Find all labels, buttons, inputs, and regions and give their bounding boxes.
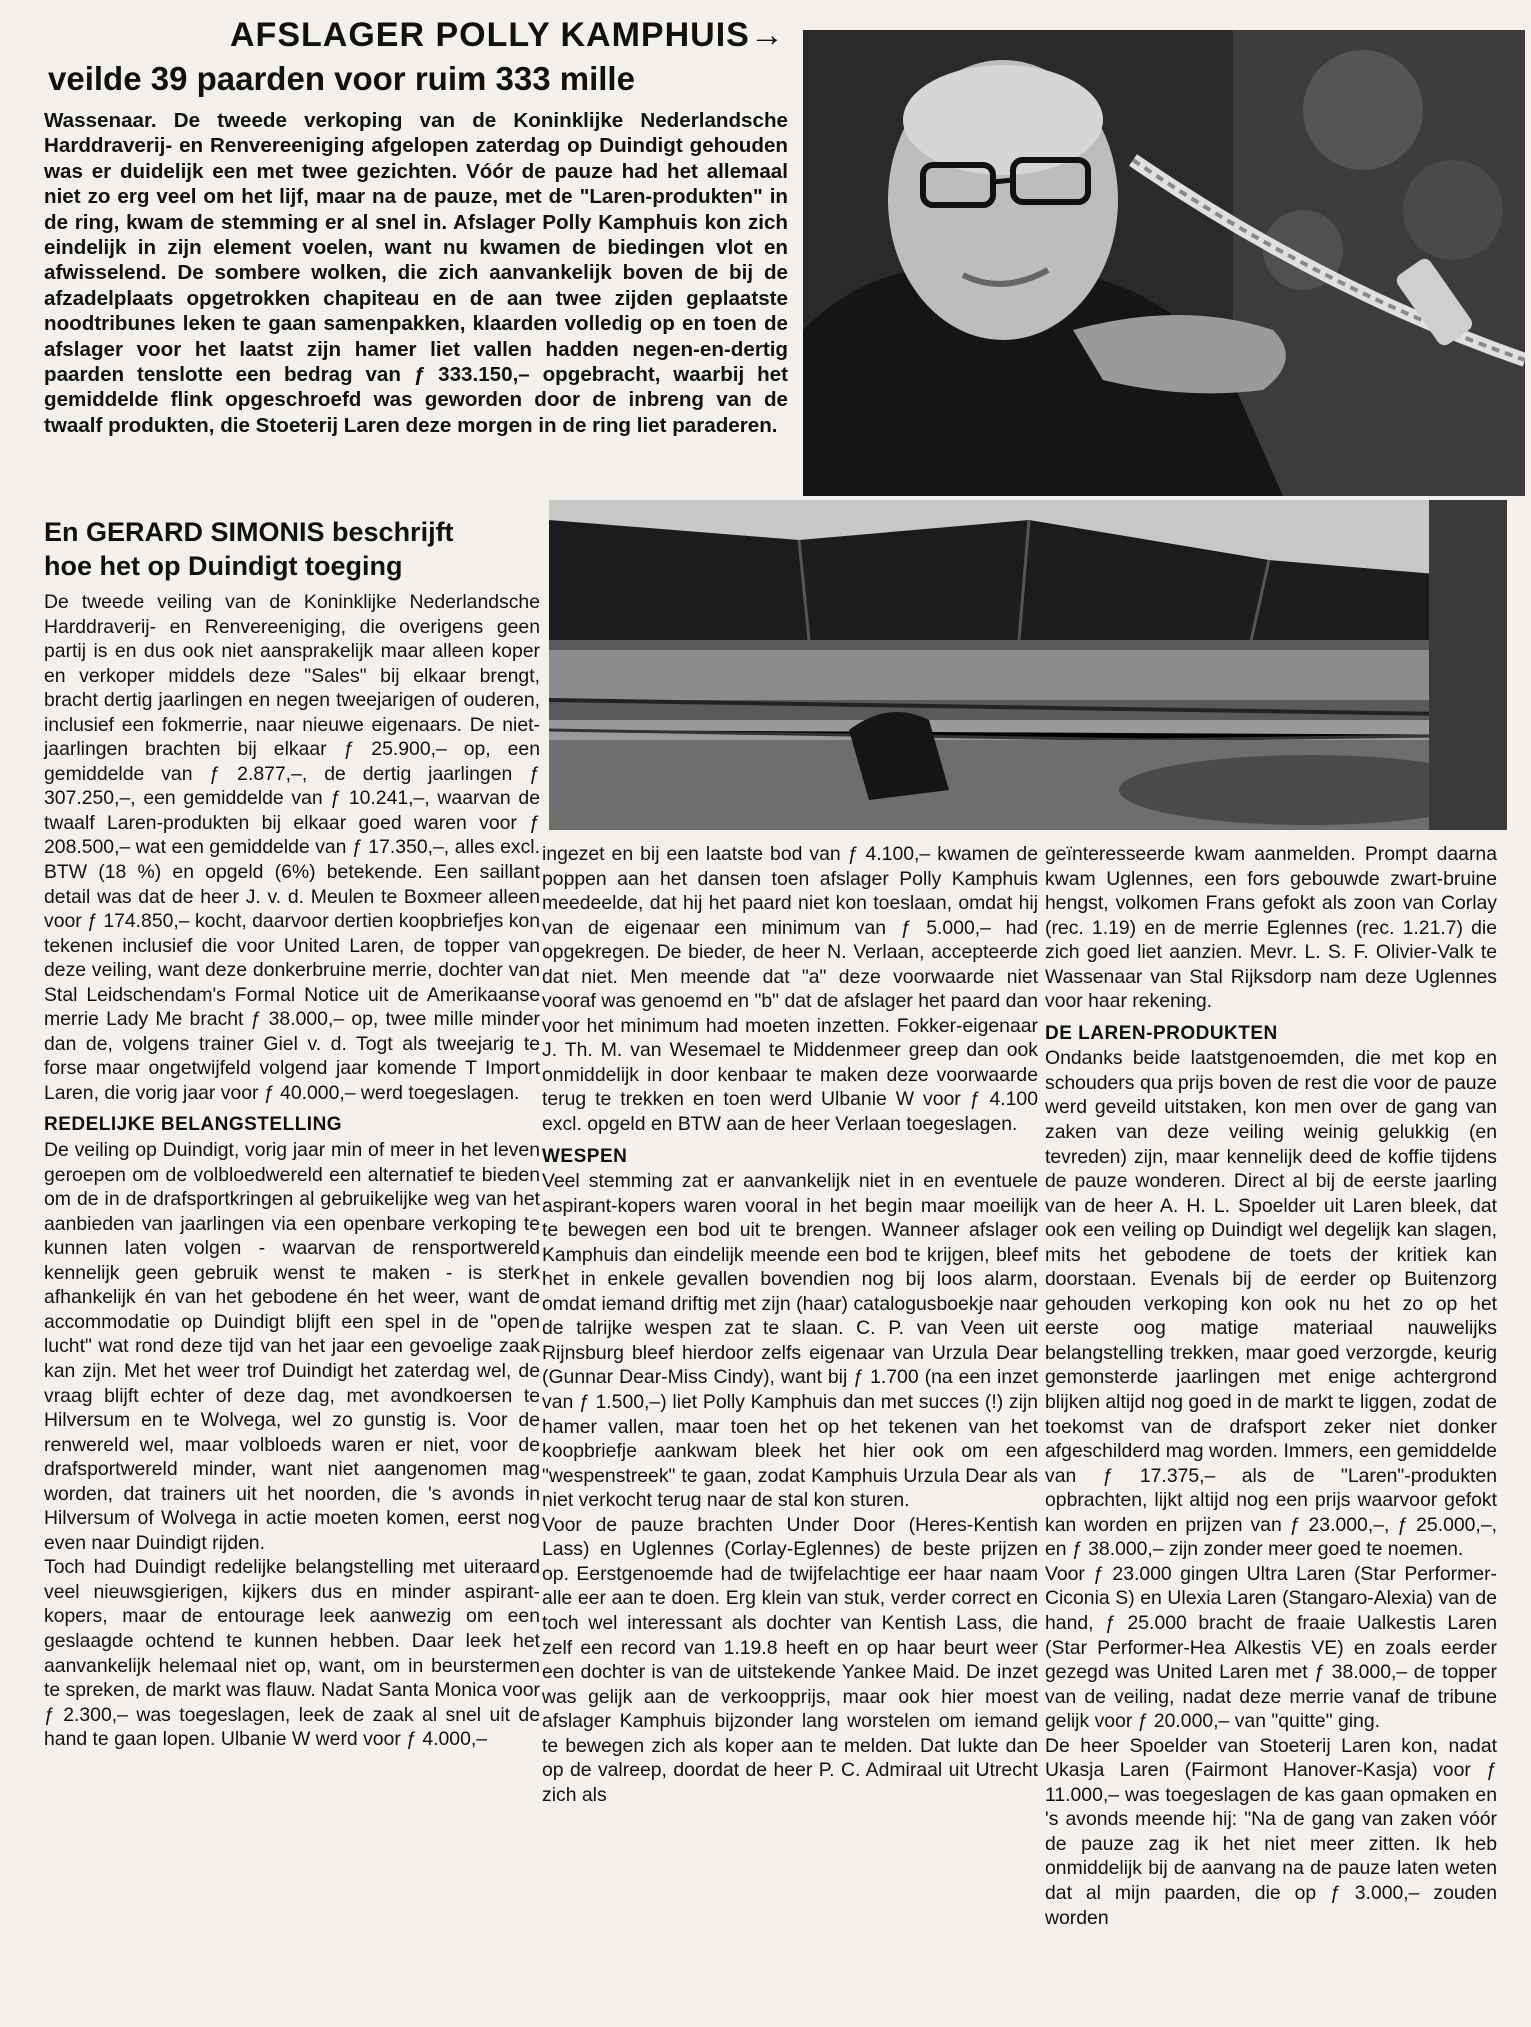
section-heading: REDELIJKE BELANGSTELLING: [44, 1114, 343, 1136]
lead-paragraph: Wassenaar. De tweede verkoping van de Koninklijke Nederlandsche Harddraverij- en Renvereeniging afgelopen zaterdag op Duindigt gehouden was er duidelijk een met twee gezichten. Vóór de pauze had het allemaal niet zo erg veel om het lijf, maar na de pauze, met de "Laren-produkten" in de ring, kwam de stemming er al snel in. Afslager Polly Kamphuis kon zich eindelijk in zijn element voelen, want nu kwamen de biedingen vlot en afwisselend. De sombere wolken, die zich aanvankelijk boven de bij de afzadelplaats opgetrokken chapiteau en de aan twee zijden geplaatste noodtribunes leken te gaan samenpakken, klaarden volledig op en toen de afslager voor het laatst zijn hamer liet vallen hadden negen-en-dertig paarden tenslotte een bedrag van ƒ 333.150,– opgebracht, waarbij het gemiddelde flink opgeschroefd was geworden door de inbreng van de twaalf produkten, die Stoeterij Laren deze morgen in de ring liet paraderen.: [44, 109, 788, 437]
column-2: [542, 842, 1038, 1807]
article-paragraph: Ondanks beide laatstgenoemden, die met kop en schouders qua prijs boven de rest die voor de pauze werd geveild uitstaken, kon men over de gang van zaken van deze veiling weinig gelukkig (en tevreden) zijn, maar kennelijk deed de koffie tijdens de pauze wonderen. Direct al bij de eerste jaarling van de heer A. H. L. Spoelder uit Laren bleek, dat ook een veiling op Duindigt wel degelijk kan slagen, mits het gebodene de toets der kritiek kan doorstaan. Evenals bij de eerder op Buitenzorg gehouden verkoping kon ook nu het zo op het eerste oog matige materiaal nauwelijks belangstelling trekken, maar goed verzorgde, keurig gemonsterde jaarlingen met enige achtergrond blijken altijd nog goed in de markt te liggen, zodat de toekomst van de drafsport zeker niet donker afgeschilderd mag worden. Immers, een gemiddelde van ƒ 17.375,– als de "Laren"-produkten opbrachten, lijkt altijd nog een prijs waarvoor gefokt kan worden en prijzen van ƒ 23.000,–, ƒ 25.000,–, en ƒ 38.000,– zijn zonder meer goed te noemen.: [1045, 1047, 1497, 1561]
section-heading: DE LAREN-PRODUKTEN: [1045, 1022, 1278, 1044]
headline: AFSLAGER POLLY KAMPHUIS→: [230, 16, 785, 54]
auctioneer-photo: [803, 30, 1525, 496]
article-paragraph: Veel stemming zat er aanvankelijk niet in en eventuele aspirant-kopers waren vooral in het begin maar moeilijk te bewegen een bod uit te brengen. Wanneer afslager Kamphuis dan eindelijk meende een bod te krijgen, bleef het in enkele gevallen bovendien nog bij loos alarm, omdat iemand driftig met zijn (haar) catalogusboekje naar de talrijke wespen zat te slaan. C. P. van Veen uit Rijnsburg bleef hierdoor zelfs eigenaar van Urzula Dear (Gunnar Dear-Miss Cindy), want bij ƒ 1.700 (na een inzet van ƒ 1.500,–) liet Polly Kamphuis dan met succes (!) zijn hamer vallen, maar toen het op het tekenen van het koopbriefje aankwam bleek het hier ook om een "wespenstreek" te gaan, zodat Kamphuis Urzula Dear als niet verkocht terug naar de stal kon sturen.: [542, 1170, 1038, 1512]
article-paragraph: Voor de pauze brachten Under Door (Heres-Kentish Lass) en Uglennes (Corlay-Eglennes) de beste prijzen op. Eerstgenoemde had de twijfelachtige eer haar naam alle eer aan te doen. Erg klein van stuk, verder correct en toch wel interessant als dochter van Kentish Lass, die zelf een record van 1.19.8 heeft en op haar beurt weer een dochter is van de uitstekende Yankee Maid. De inzet was gelijk aan de verkoopprijs, maar ook hier moest afslager Kamphuis bijzonder lang worstelen om iemand te bewegen zich als koper aan te melden. Dat lukte dan op de valreep, doordat de heer P. C. Admiraal uit Utrecht zich als: [542, 1513, 1038, 1806]
subheadline-line1: En GERARD SIMONIS beschrijft: [44, 517, 454, 547]
section-heading: WESPEN: [542, 1145, 628, 1167]
article-paragraph: Toch had Duindigt redelijke belangstelling met uiteraard veel nieuwsgierigen, kijkers dus en minder aspirant-kopers, maar de entourage leek aanwezig om een geslaagde ochtend te kunnen hebben. Daar leek het aanvankelijk helemaal niet op, want, om in beurstermen te spreken, de markt was flauw. Nadat Santa Monica voor ƒ 2.300,– was toegeslagen, leek de zaak al snel uit de hand te gaan lopen. Ulbanie W werd voor ƒ 4.000,–: [44, 1556, 540, 1751]
article-paragraph: ingezet en bij een laatste bod van ƒ 4.100,– kwamen de poppen aan het dansen toen afslager Polly Kamphuis meedeelde, dat hij het paard niet kon toeslaan, omdat hij van de eigenaar een minimum van ƒ 5.000,– had opgekregen. De bieder, de heer N. Verlaan, accepteerde dat niet. Men meende dat "a" deze voorwaarde niet vooraf was genoemd en "b" dat de afslager het paard dan voor het minimum had moeten inzetten. Fokker-eigenaar J. Th. M. van Wesemael te Middenmeer greep dan ook onmiddelijk in door kenbaar te maken deze voorwaarde terug te trekken en toen werd Ulbanie W voor ƒ 4.100 excl. opgeld en BTW aan de heer Verlaan toegeslagen.: [542, 843, 1038, 1136]
article-paragraph: geïnteresseerde kwam aanmelden. Prompt daarna kwam Uglennes, een fors gebouwde zwart-bruine hengst, volkomen Frans gefokt als zoon van Corlay (rec. 1.19) en de merrie Eglennes (rec. 1.21.7) die zich goed liet aanzien. Mevr. L. S. F. Olivier-Valk te Wassenaar van Stal Rijksdorp nam deze Uglennes voor haar rekening.: [1045, 843, 1497, 1013]
article-paragraph: Voor ƒ 23.000 gingen Ultra Laren (Star Performer-Ciconia S) en Ulexia Laren (Stangaro-Alexia) van de hand, ƒ 25.000 bracht de fraaie Ualkestis Laren (Star Performer-Hea Alkestis VE) en zoals eerder gezegd was United Laren met ƒ 38.000,– de topper van de veiling, nadat deze merrie vanaf de tribune gelijk voor ƒ 20.000,– van "quitte" ging.: [1045, 1562, 1497, 1733]
tent-tribune-photo: [549, 500, 1507, 830]
column-3: [1045, 842, 1497, 1930]
article-paragraph: De heer Spoelder van Stoeterij Laren kon, nadat Ukasja Laren (Fairmont Hanover-Kasja) voor ƒ 11.000,– was toegeslagen de kas gaan opmaken en 's avonds meende hij: "Na de gang van zaken vóór de pauze zag ik het niet meer zitten. Ik heb onmiddelijk bij de aanvang na de pauze laten weten dat al mijn paarden, die op ƒ 3.000,– zouden worden: [1045, 1734, 1497, 1929]
subheadline: [44, 515, 544, 583]
article-paragraph: De veiling op Duindigt, vorig jaar min of meer in het leven geroepen om de volbloedwereld een alternatief te bieden om de in de drafsportkringen al gebruikelijke weg van het aanbieden van jaarlingen via een openbare verkoping te kunnen laten volgen - waarvan de rensportwereld kennelijk geen gebruik wenst te maken - is sterk afhankelijk én van het gebodene én het weer, want de accommodatie op Duindigt blijft een spel in de "open lucht" wat rond deze tijd van het jaar een gevoelige zaak kan zijn. Met het weer trof Duindigt het zaterdag wel, de vraag blijft echter of deze dag, met avondkoersen te Hilversum en te Wolvega, wel zo gunstig is. Voor de renwereld wel, maar volbloeds waren er niet, voor de drafsportwereld minder, want niet aangenomen mag worden, dat trainers uit het noorden, die 's avonds in Hilversum of Wolvega in actie moeten komen, eerst nog even naar Duindigt rijden.: [44, 1139, 540, 1554]
article-paragraph: De tweede veiling van de Koninklijke Nederlandsche Harddraverij- en Renvereeniging, die overigens geen partij is en dus ook niet aansprakelijk maar alleen koper en verkoper middels deze "Sales" bij elkaar brengt, bracht dertig jaarlingen en negen tweejarigen of ouderen, inclusief een fokmerrie, naar nieuwe eigenaars. De niet-jaarlingen brachten bij elkaar ƒ 25.900,– op, een gemiddelde van ƒ 2.877,–, de dertig jaarlingen ƒ 307.250,–, een gemiddelde van ƒ 10.241,–, waarvan de twaalf Laren-produkten bij elkaar goed waren voor ƒ 208.500,– wat een gemiddelde van ƒ 17.350,–, alles excl. BTW (18 %) en opgeld (6%) betekende. Een saillant detail was dat de heer J. v. d. Meulen te Boxmeer alleen voor ƒ 174.850,– kocht, daarvoor dertien koopbriefjes kon tekenen inclusief die voor United Laren, de topper van deze veiling, want deze donkerbruine merrie, dochter van Stal Leidschendam's Formal Notice uit de Amerikaanse merrie Lady Me bracht ƒ 38.000,– op, twee mille minder dan de, volgens trainer Giel v. d. Togt als tweejarig te forse maar ongetwijfeld volgend jaar komende T Import Laren, die vorig jaar voor ƒ 40.000,– werd toegeslagen.: [44, 591, 540, 1104]
column-1: [44, 590, 540, 1752]
subheadline-line2: hoe het op Duindigt toeging: [44, 551, 403, 581]
headline-subtitle: veilde 39 paarden voor ruim 333 mille: [48, 60, 635, 97]
